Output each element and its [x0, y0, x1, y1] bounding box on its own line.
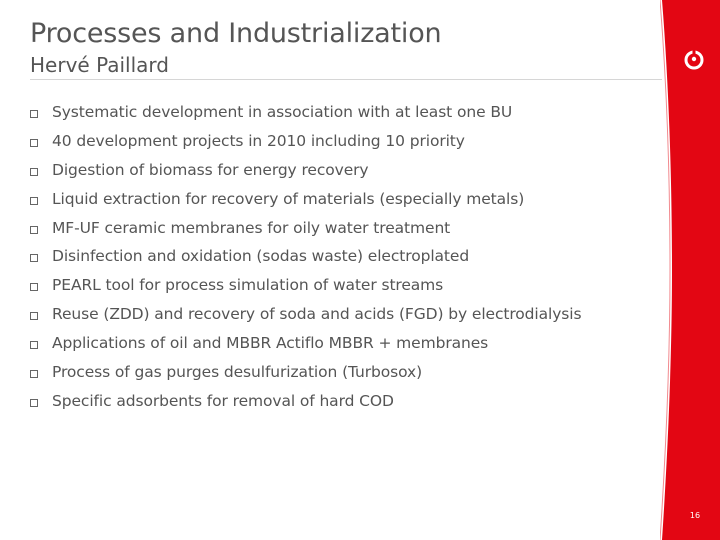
bullet-text: Digestion of biomass for energy recovery	[52, 160, 369, 179]
square-bullet-icon	[30, 168, 38, 176]
slide-subtitle: Hervé Paillard	[30, 53, 169, 77]
bullet-text: MF-UF ceramic membranes for oily water treatment	[52, 218, 451, 237]
bullet-text: Process of gas purges desulfurization (Turbosox)	[52, 363, 423, 382]
bullet-text: Disinfection and oxidation (sodas waste) electroplated	[52, 247, 470, 266]
bullet-text: 40 development projects in 2010 including 10 priority	[52, 131, 465, 150]
bullet-text: Reuse (ZDD) and recovery of soda and acids (FGD) by electrodialysis	[52, 305, 582, 324]
square-bullet-icon	[30, 283, 38, 291]
bullet-text: Specific adsorbents for removal of hard COD	[52, 391, 394, 410]
square-bullet-icon	[30, 226, 38, 234]
bullet-text: Applications of oil and MBBR Actiflo MBBR + membranes	[52, 334, 489, 353]
square-bullet-icon	[30, 110, 38, 118]
square-bullet-icon	[30, 341, 38, 349]
square-bullet-icon	[30, 399, 38, 407]
bullet-text: Systematic development in association with at least one BU	[52, 103, 513, 121]
square-bullet-icon	[30, 139, 38, 147]
square-bullet-icon	[30, 312, 38, 320]
square-bullet-icon	[30, 197, 38, 205]
page-number: 16	[689, 511, 701, 520]
square-bullet-icon	[30, 254, 38, 262]
bullet-text: Liquid extraction for recovery of materials (especially metals)	[52, 189, 525, 208]
slide-title: Processes and Industrialization	[30, 18, 442, 49]
square-bullet-icon	[30, 370, 38, 378]
bullet-text: PEARL tool for process simulation of water streams	[52, 276, 444, 295]
company-logo-icon	[683, 49, 705, 71]
title-divider	[30, 79, 662, 80]
red-side-band	[660, 0, 720, 540]
